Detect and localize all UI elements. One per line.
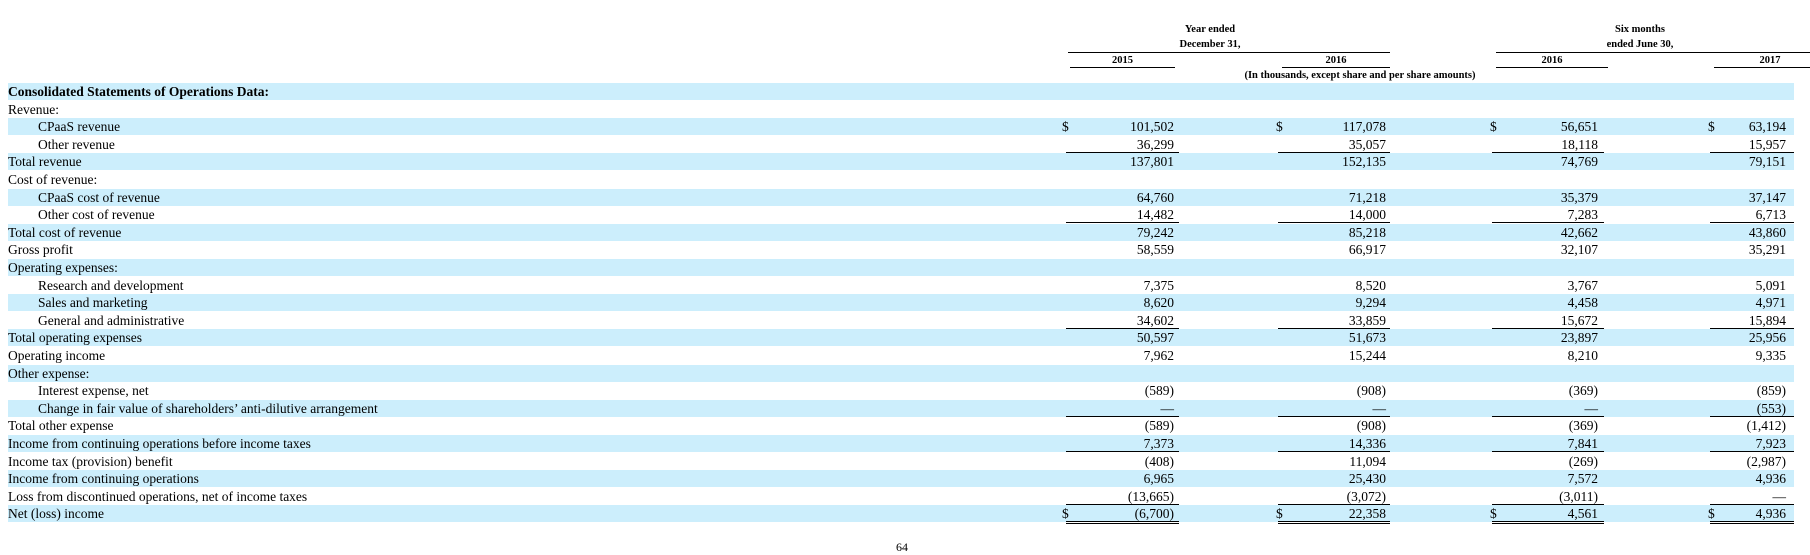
row-label: Operating expenses: (8, 260, 118, 275)
value-cell: (408) (1144, 453, 1174, 469)
value-cell: 79,242 (1136, 224, 1174, 240)
value-cell: 58,559 (1136, 242, 1174, 258)
value-cell: 152,135 (1342, 154, 1386, 170)
table-row (8, 136, 1794, 153)
table-row (8, 294, 1794, 311)
value-cell: 7,373 (1143, 436, 1174, 451)
value-cell: (1,412) (1746, 418, 1786, 434)
table-row (8, 259, 1794, 276)
row-label: Gross profit (8, 242, 73, 258)
value-cell: 4,936 (1755, 506, 1786, 522)
row-label: General and administrative (38, 312, 185, 328)
col-header-2016-year: 2016 (1325, 55, 1347, 66)
value-cell: 7,283 (1567, 207, 1598, 223)
row-label: Other revenue (38, 136, 115, 152)
value-cell: 14,000 (1348, 207, 1386, 223)
dollar-sign: $ (1708, 506, 1715, 522)
value-cell: 50,597 (1136, 330, 1174, 346)
table-row (8, 83, 1794, 100)
dollar-sign: $ (1490, 506, 1497, 522)
value-cell: 64,760 (1136, 189, 1174, 205)
value-cell: 35,057 (1348, 136, 1386, 152)
value-cell: 8,210 (1567, 348, 1598, 363)
row-label: Loss from discontinued operations, net of income taxes (8, 488, 308, 504)
value-cell: 4,971 (1755, 295, 1786, 311)
double-underline (1710, 521, 1794, 524)
value-cell: (2,987) (1746, 453, 1786, 469)
value-cell: (553) (1756, 400, 1786, 416)
table-row (8, 101, 1794, 118)
dollar-sign: $ (1276, 506, 1283, 522)
dollar-sign: $ (1062, 119, 1069, 135)
value-cell: — (1772, 488, 1786, 504)
value-cell: 33,859 (1348, 312, 1386, 328)
table-row (8, 206, 1794, 223)
units-note: (In thousands, except share and per share amounts) (1244, 70, 1476, 81)
value-cell: 42,662 (1560, 224, 1598, 240)
table-row (8, 171, 1794, 188)
value-cell: 11,094 (1349, 453, 1386, 469)
row-label: Income from continuing operations before income taxes (8, 436, 311, 451)
page-number: 64 (896, 540, 908, 554)
value-cell: 137,801 (1130, 154, 1174, 170)
value-cell: (589) (1144, 383, 1174, 399)
value-cell: 25,956 (1748, 330, 1786, 346)
row-label: Net (loss) income (8, 506, 104, 522)
dollar-sign: $ (1490, 119, 1497, 135)
dollar-sign: $ (1708, 119, 1715, 135)
value-cell: (369) (1568, 418, 1598, 434)
value-cell: 7,841 (1567, 436, 1598, 451)
value-cell: (908) (1356, 418, 1386, 434)
table-row (8, 488, 1794, 505)
value-cell: 7,962 (1143, 348, 1174, 363)
table-row (8, 382, 1794, 399)
value-cell: — (1584, 400, 1598, 416)
value-cell: (6,700) (1134, 506, 1174, 522)
row-label: Other expense: (8, 365, 90, 381)
row-label: Other cost of revenue (38, 207, 155, 223)
value-cell: 85,218 (1348, 224, 1386, 240)
table-row (8, 470, 1794, 487)
value-cell: 8,520 (1355, 277, 1386, 293)
table-row (8, 312, 1794, 329)
value-cell: (3,011) (1559, 488, 1598, 504)
table-row (8, 435, 1794, 452)
value-cell: 79,151 (1748, 154, 1786, 170)
value-cell: 15,894 (1748, 312, 1786, 328)
value-cell: 63,194 (1748, 119, 1786, 135)
table-row (8, 153, 1794, 170)
col-header-2016-six: 2016 (1541, 55, 1563, 66)
col-header-2017: 2017 (1759, 55, 1781, 66)
row-label: Research and development (38, 277, 184, 293)
table-row (8, 241, 1794, 258)
value-cell: 15,244 (1348, 348, 1386, 363)
table-row (8, 189, 1794, 206)
value-cell: 4,936 (1755, 471, 1786, 487)
table-row (8, 118, 1794, 135)
row-label: Total other expense (8, 418, 114, 434)
value-cell: 14,482 (1136, 207, 1174, 223)
value-cell: 35,379 (1560, 189, 1598, 205)
table-row (8, 224, 1794, 241)
double-underline (1492, 521, 1604, 524)
value-cell: 101,502 (1130, 119, 1174, 135)
value-cell: (13,665) (1127, 488, 1174, 504)
table-row (8, 505, 1794, 522)
value-cell: 37,147 (1748, 189, 1786, 205)
value-cell: 22,358 (1348, 506, 1386, 522)
value-cell: 66,917 (1348, 242, 1386, 258)
value-cell: 32,107 (1560, 242, 1598, 258)
row-label: Total operating expenses (8, 330, 143, 346)
row-label: Income tax (provision) benefit (8, 453, 173, 469)
row-label: Interest expense, net (38, 383, 149, 399)
value-cell: 36,299 (1136, 136, 1174, 152)
double-underline (1066, 521, 1179, 524)
table-row (8, 453, 1794, 470)
table-row (8, 277, 1794, 294)
row-label: CPaaS cost of revenue (38, 189, 160, 205)
row-label: Total cost of revenue (8, 224, 122, 240)
row-label: Total revenue (8, 154, 82, 170)
row-label: Sales and marketing (38, 295, 148, 311)
value-cell: 15,672 (1560, 312, 1598, 328)
col-rule-2017 (1714, 67, 1810, 68)
value-cell: 25,430 (1348, 471, 1386, 487)
row-label: CPaaS revenue (38, 119, 121, 135)
value-cell: 15,957 (1748, 136, 1786, 152)
value-cell: 3,767 (1567, 277, 1598, 293)
table-row (8, 365, 1794, 382)
value-cell: 14,336 (1348, 436, 1386, 451)
value-cell: (908) (1356, 383, 1386, 399)
value-cell: 71,218 (1348, 189, 1386, 205)
table-row (8, 400, 1794, 417)
double-underline (1278, 521, 1390, 524)
value-cell: 35,291 (1748, 242, 1786, 258)
value-cell: (3,072) (1346, 488, 1386, 504)
row-label: Consolidated Statements of Operations Data: (8, 84, 269, 99)
row-label: Revenue: (8, 101, 59, 117)
value-cell: 6,965 (1143, 471, 1174, 487)
table-row (8, 417, 1794, 434)
value-cell: 56,651 (1560, 119, 1598, 135)
year-group-header: Year ended December 31, (1179, 24, 1241, 50)
value-cell: — (1160, 400, 1174, 416)
table-row (8, 329, 1794, 346)
value-cell: (269) (1568, 453, 1598, 469)
value-cell: 4,561 (1567, 506, 1598, 522)
value-cell: 5,091 (1755, 277, 1786, 293)
value-cell: 117,078 (1342, 119, 1386, 135)
value-cell: 34,602 (1136, 312, 1174, 328)
six-month-group-header: Six months ended June 30, (1606, 24, 1674, 50)
value-cell: 74,769 (1560, 154, 1598, 170)
dollar-sign: $ (1276, 119, 1283, 135)
table-row (8, 347, 1794, 364)
row-label: Income from continuing operations (8, 471, 199, 487)
row-label: Cost of revenue: (8, 172, 98, 187)
value-cell: 8,620 (1143, 295, 1174, 311)
value-cell: 7,375 (1143, 277, 1174, 293)
value-cell: 43,860 (1748, 224, 1786, 240)
col-header-2015: 2015 (1112, 55, 1133, 66)
value-cell: 23,897 (1560, 330, 1598, 346)
value-cell: 51,673 (1348, 330, 1386, 346)
value-cell: 9,335 (1755, 348, 1786, 363)
value-cell: 6,713 (1755, 207, 1786, 223)
value-cell: (589) (1144, 418, 1174, 434)
value-cell: (369) (1568, 383, 1598, 399)
row-label: Change in fair value of shareholders’ anti-dilutive arrangement (38, 400, 378, 416)
value-cell: 18,118 (1561, 136, 1598, 152)
value-cell: 7,572 (1567, 471, 1598, 487)
value-cell: 7,923 (1755, 436, 1786, 451)
value-cell: — (1372, 400, 1386, 416)
value-cell: (859) (1756, 383, 1786, 399)
dollar-sign: $ (1062, 506, 1069, 522)
value-cell: 4,458 (1567, 295, 1598, 311)
row-label: Operating income (8, 348, 106, 363)
value-cell: 9,294 (1355, 295, 1386, 311)
